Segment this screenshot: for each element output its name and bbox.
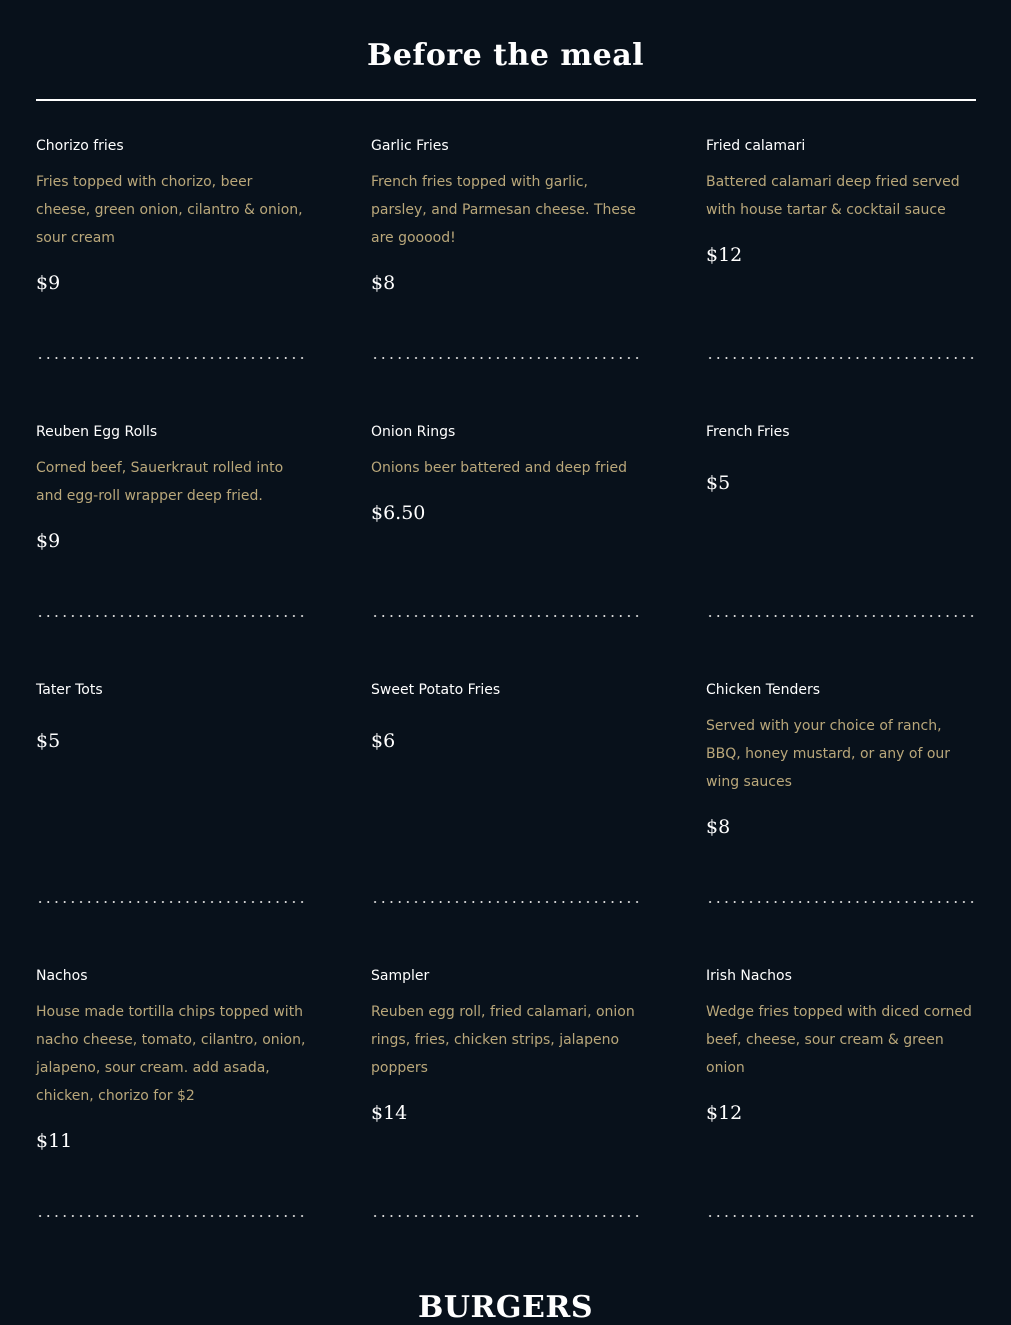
item-name: Sweet Potato Fries xyxy=(371,682,501,698)
item-description: House made tortilla chips topped with nacho cheese, tomato, cilantro, onion, jalapeno, sour cream. add asada, chicken, chorizo for $2 xyxy=(36,1004,306,1104)
menu-item xyxy=(371,422,641,680)
menu-row xyxy=(36,966,976,1266)
dotted-separator xyxy=(371,357,641,359)
dotted-separator xyxy=(36,1215,306,1217)
item-price: $8 xyxy=(706,816,731,838)
menu-row xyxy=(36,680,976,966)
dotted-separator xyxy=(706,1215,976,1217)
item-name: Reuben Egg Rolls xyxy=(36,424,158,440)
item-price: $12 xyxy=(706,244,743,266)
menu-item xyxy=(36,136,306,422)
item-name: Garlic Fries xyxy=(371,138,449,154)
item-name: Chicken Tenders xyxy=(706,682,820,698)
item-name: Sampler xyxy=(371,968,430,984)
item-description: Battered calamari deep fried served with house tartar & cocktail sauce xyxy=(706,174,960,218)
section-title: Before the meal xyxy=(366,38,645,73)
menu-item xyxy=(36,680,306,966)
dotted-separator xyxy=(706,901,976,903)
menu-item xyxy=(371,680,641,966)
dotted-separator xyxy=(36,615,306,617)
item-description: Corned beef, Sauerkraut rolled into and egg-roll wrapper deep fried. xyxy=(36,460,284,504)
item-name: French Fries xyxy=(706,424,790,440)
menu-row xyxy=(36,136,976,422)
item-price: $14 xyxy=(371,1102,408,1124)
item-description: Reuben egg roll, fried calamari, onion rings, fries, chicken strips, jalapeno poppers xyxy=(371,1004,635,1076)
dotted-separator xyxy=(36,357,306,359)
menu-row xyxy=(36,422,976,680)
next-section-title: BURGERS xyxy=(417,1290,594,1325)
menu-item xyxy=(706,422,976,680)
item-description: Served with your choice of ranch, BBQ, honey mustard, or any of our wing sauces xyxy=(706,718,951,790)
item-name: Tater Tots xyxy=(36,682,103,698)
item-price: $5 xyxy=(706,472,731,494)
menu-item xyxy=(36,422,306,680)
dotted-separator xyxy=(706,357,976,359)
item-name: Nachos xyxy=(36,968,88,984)
dotted-separator xyxy=(371,615,641,617)
dotted-separator xyxy=(371,1215,641,1217)
item-description: Onions beer battered and deep fried xyxy=(371,460,628,476)
menu-item xyxy=(371,966,641,1266)
item-price: $12 xyxy=(706,1102,743,1124)
menu-item xyxy=(706,136,976,422)
menu-item xyxy=(371,136,641,422)
section-divider xyxy=(36,99,976,101)
menu-item xyxy=(706,680,976,966)
item-price: $6 xyxy=(371,730,396,752)
item-name: Irish Nachos xyxy=(706,968,792,984)
item-price: $8 xyxy=(371,272,396,294)
item-price: $6.50 xyxy=(371,502,426,524)
item-price: $9 xyxy=(36,530,61,552)
menu-item xyxy=(706,966,976,1266)
dotted-separator xyxy=(706,615,976,617)
dotted-separator xyxy=(371,901,641,903)
item-price: $9 xyxy=(36,272,61,294)
menu-grid xyxy=(36,136,976,1266)
item-price: $5 xyxy=(36,730,61,752)
item-name: Onion Rings xyxy=(371,424,456,440)
menu-item xyxy=(36,966,306,1266)
dotted-separator xyxy=(36,901,306,903)
item-name: Fried calamari xyxy=(706,138,806,154)
item-price: $11 xyxy=(36,1130,73,1152)
item-description: Wedge fries topped with diced corned beef, cheese, sour cream & green onion xyxy=(706,1004,972,1076)
item-description: French fries topped with garlic, parsley, and Parmesan cheese. These are gooood! xyxy=(371,174,636,246)
item-name: Chorizo fries xyxy=(36,138,124,154)
item-description: Fries topped with chorizo, beer cheese, green onion, cilantro & onion, sour cream xyxy=(36,174,303,246)
